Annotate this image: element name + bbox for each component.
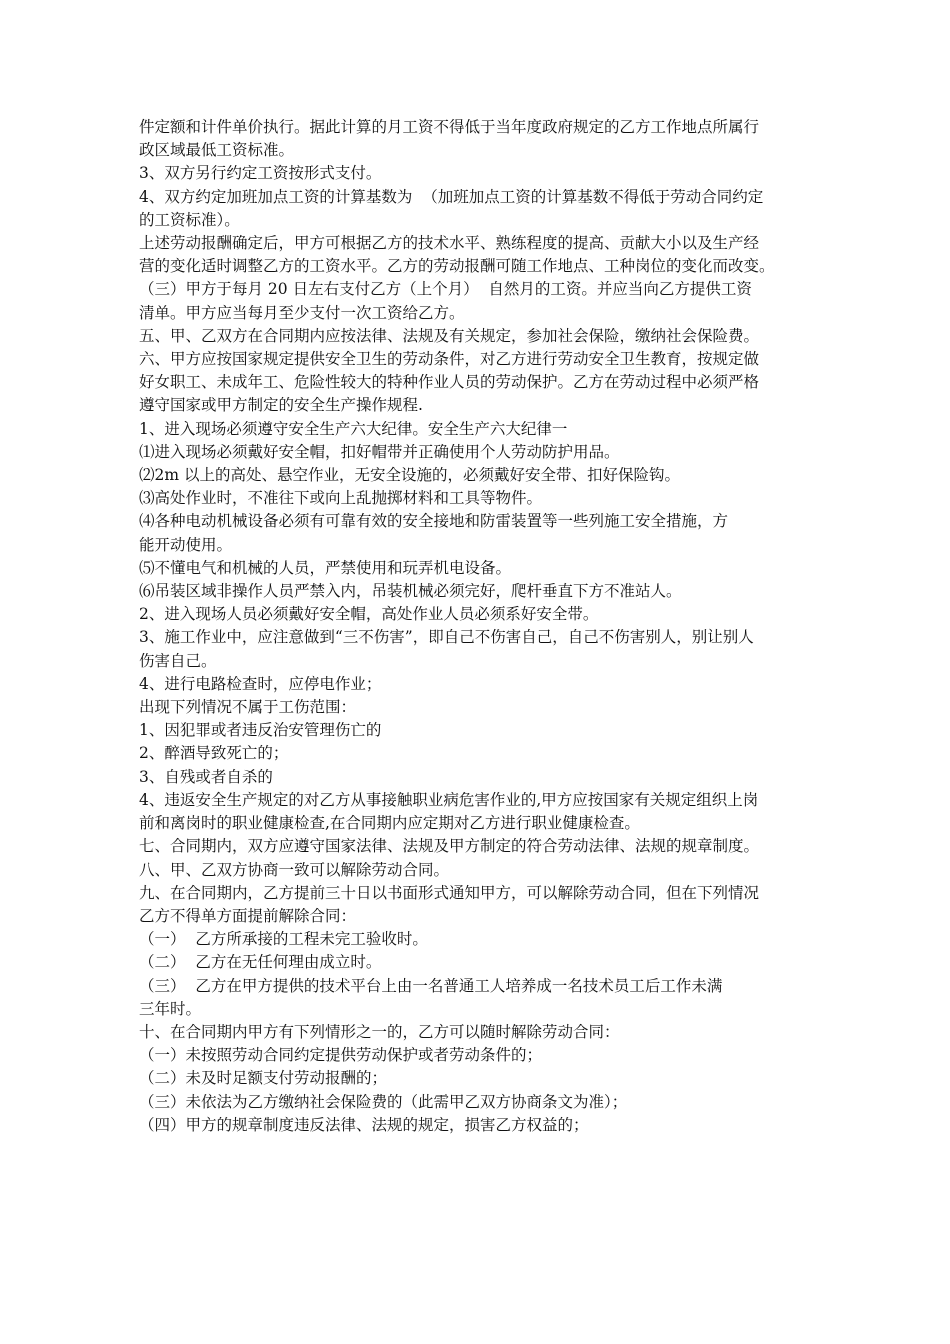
text-line-30: 4、违返安全生产规定的对乙方从事接触职业病危害作业的,甲方应按国家有关规定组织上岗 [139,790,759,809]
text-line-36: （一） 乙方所承接的工程未完工验收时。 [139,930,428,949]
text-line-41: （一）未按照劳动合同约定提供劳动保护或者劳动条件的； [139,1046,543,1065]
text-line-20: ⑸不懂电气和机械的人员，严禁使用和玩弄机电设备。 [139,558,512,577]
text-line-40: 十、在合同期内甲方有下列情形之一的，乙方可以随时解除劳动合同： [139,1022,620,1041]
text-line-24: 伤害自己。 [139,651,217,670]
text-line-22: 2、进入现场人员必须戴好安全帽，高处作业人员必须系好安全带。 [139,605,599,624]
text-line-31: 前和离岗时的职业健康检查,在合同期内应定期对乙方进行职业健康检查。 [139,814,640,833]
text-line-2: 政区域最低工资标准。 [139,141,295,160]
text-line-33: 八、甲、乙双方协商一致可以解除劳动合同。 [139,860,450,879]
text-line-19: 能开动使用。 [139,535,233,554]
text-line-34: 九、在合同期内，乙方提前三十日以书面形式通知甲方，可以解除劳动合同，但在下列情况 [139,883,760,902]
document-body [139,116,819,1137]
text-line-4: 4、双方约定加班加点工资的计算基数为 （加班加点工资的计算基数不得低于劳动合同约定 [139,187,764,206]
text-line-21: ⑹吊装区域非操作人员严禁入内，吊装机械必须完好，爬杆垂直下方不准站人。 [139,582,682,601]
text-line-12: 好女职工、未成年工、危险性较大的特种作业人员的劳动保护。乙方在劳动过程中必须严格 [139,373,760,392]
text-line-39: 三年时。 [139,999,202,1018]
text-line-43: （三）未依法为乙方缴纳社会保险费的（此需甲乙双方协商条文为准）； [139,1092,628,1111]
text-line-16: ⑵2m 以上的高处、悬空作业，无安全设施的，必须戴好安全带、扣好保险钩。 [139,466,680,485]
text-line-17: ⑶高处作业时，不准往下或向上乱抛掷材料和工具等物件。 [139,489,543,508]
text-line-3: 3、双方另行约定工资按形式支付。 [139,164,382,183]
text-line-38: （三） 乙方在甲方提供的技术平台上由一名普通工人培养成一名技术员工后工作未满 [139,976,723,995]
text-line-8: （三）甲方于每月 20 日左右支付乙方（上个月） 自然月的工资。并应当向乙方提供工资 [139,280,752,299]
text-line-27: 1、因犯罪或者违反治安管理伤亡的 [139,721,382,740]
text-line-13: 遵守国家或甲方制定的安全生产操作规程. [139,396,423,415]
text-line-14: 1、进入现场必须遵守安全生产六大纪律。安全生产六大纪律一 [139,419,568,438]
text-line-42: （二）未及时足额支付劳动报酬的； [139,1069,388,1088]
text-line-44: （四）甲方的规章制度违反法律、法规的规定，损害乙方权益的； [139,1115,589,1134]
text-line-10: 五、甲、乙双方在合同期内应按法律、法规及有关规定，参加社会保险，缴纳社会保险费。 [139,326,760,345]
text-line-11: 六、甲方应按国家规定提供安全卫生的劳动条件，对乙方进行劳动安全卫生教育，按规定做 [139,350,760,369]
text-line-5: 的工资标准）。 [139,210,240,229]
text-line-1: 件定额和计件单价执行。据此计算的月工资不得低于当年度政府规定的乙方工作地点所属行 [139,118,760,136]
text-line-32: 七、合同期内，双方应遵守国家法律、法规及甲方制定的符合劳动法律、法规的规章制度。 [139,837,760,856]
text-line-6: 上述劳动报酬确定后，甲方可根据乙方的技术水平、熟练程度的提高、贡献大小以及生产经 [139,234,760,253]
text-line-25: 4、进行电路检查时，应停电作业； [139,674,382,693]
text-line-23: 3、施工作业中，应注意做到“三不伤害”，即自己不伤害自己，自己不伤害别人，别让别人 [139,628,754,647]
text-line-37: （二） 乙方在无任何理由成立时。 [139,953,382,972]
text-line-15: ⑴进入现场必须戴好安全帽，扣好帽带并正确使用个人劳动防护用品。 [139,442,620,461]
text-line-18: ⑷各种电动机械设备必须有可靠有效的安全接地和防雷装置等一些列施工安全措施，方 [139,512,729,531]
text-line-7: 营的变化适时调整乙方的工资水平。乙方的劳动报酬可随工作地点、工种岗位的变化而改变。 [139,257,775,276]
text-line-28: 2、醉酒导致死亡的； [139,744,289,763]
text-line-29: 3、自残或者自杀的 [139,767,273,786]
text-line-9: 清单。甲方应当每月至少支付一次工资给乙方。 [139,303,465,322]
text-line-35: 乙方不得单方面提前解除合同： [139,906,357,925]
text-line-26: 出现下列情况不属于工伤范围： [139,698,357,717]
